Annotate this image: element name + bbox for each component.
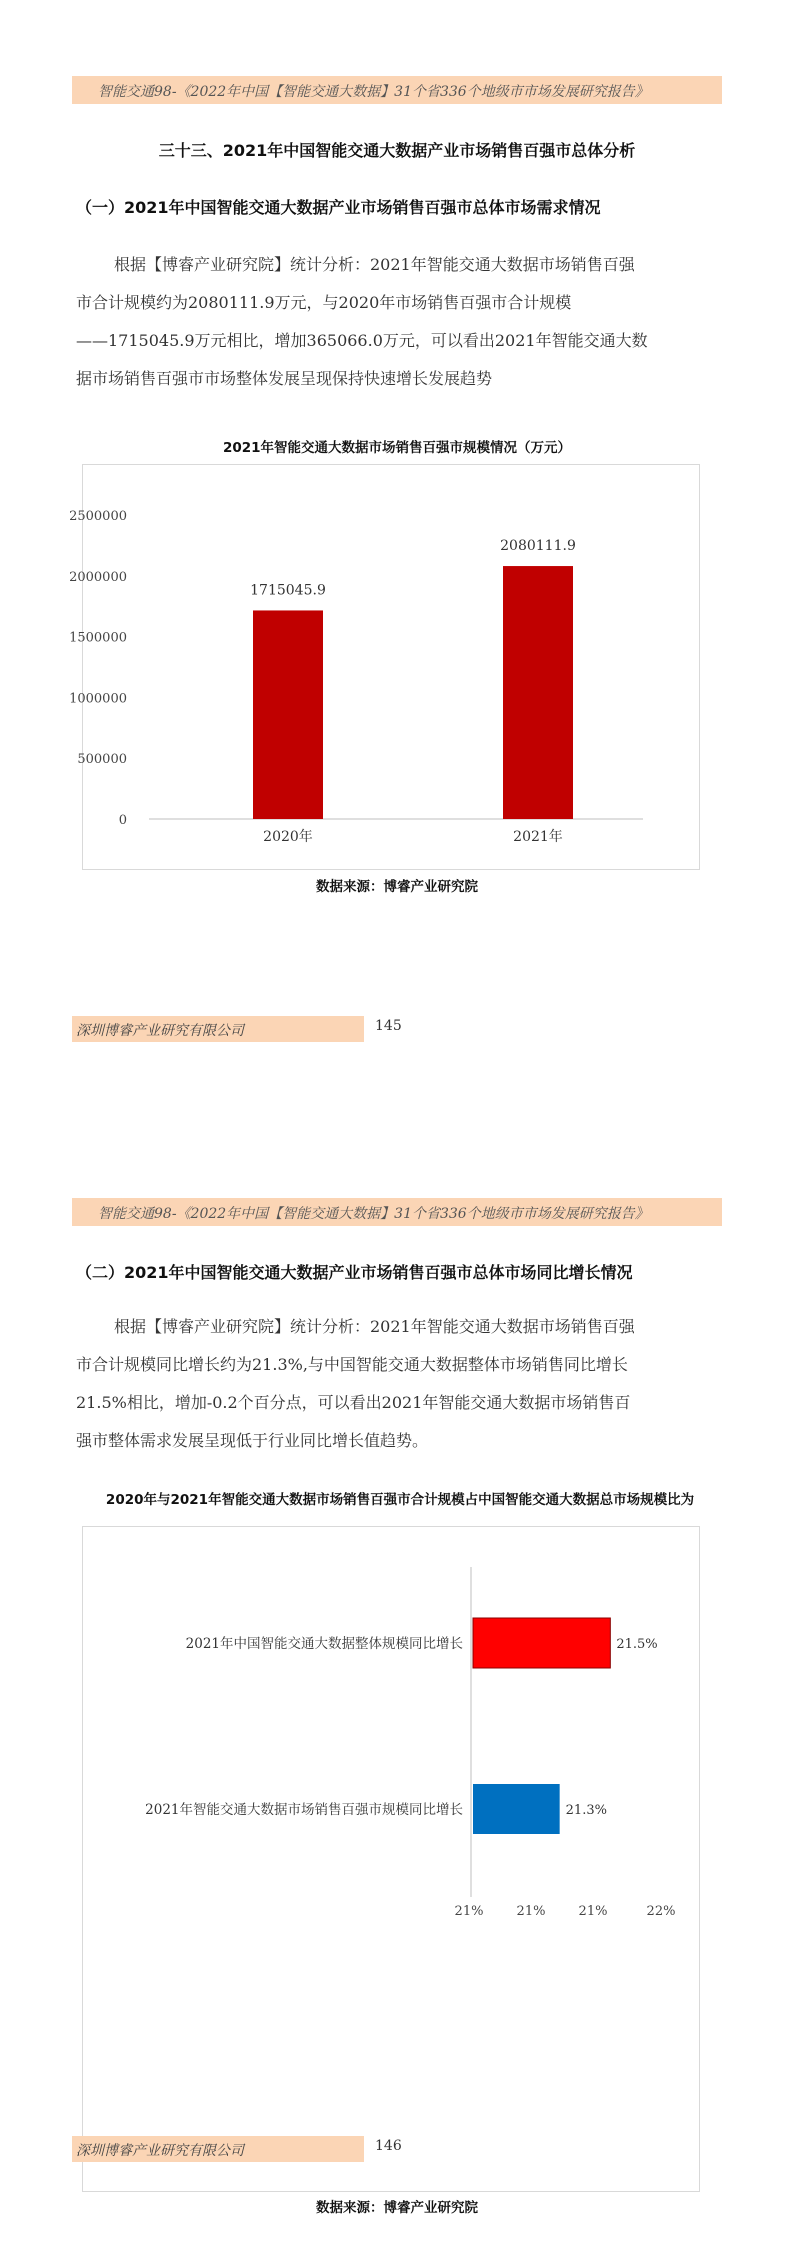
paragraph-line: 21.5%相比，增加-0.2个百分点，可以看出2021年智能交通大数据市场销售百 xyxy=(76,1393,631,1412)
bar-chart-svg xyxy=(69,465,699,869)
data-source: 数据来源：博睿产业研究院 xyxy=(316,879,478,895)
sub-title: （二）2021年中国智能交通大数据产业市场销售百强市总体市场同比增长情况 xyxy=(76,1263,633,1282)
data-source: 数据来源：博睿产业研究院 xyxy=(316,2200,478,2216)
bar xyxy=(503,566,573,819)
y-tick-label: 2500000 xyxy=(69,509,127,524)
y-tick-label: 500000 xyxy=(77,752,127,768)
paragraph-line: 市合计规模同比增长约为21.3%,与中国智能交通大数据整体市场销售同比增长 xyxy=(76,1355,628,1374)
data-label: 2080111.9 xyxy=(500,538,576,555)
body-paragraph xyxy=(76,246,716,398)
category-label: 2021年中国智能交通大数据整体规模同比增长 xyxy=(185,1636,463,1652)
paragraph-line: 据市场销售百强市市场整体发展呈现保持快速增长发展趋势 xyxy=(76,369,493,388)
x-tick-label: 21% xyxy=(578,1904,608,1919)
x-tick-label: 2020年 xyxy=(263,829,313,845)
body-paragraph xyxy=(76,1308,716,1460)
y-tick-label: 1000000 xyxy=(69,691,127,707)
paragraph-line: 市合计规模约为2080111.9万元，与2020年市场销售百强市合计规模 xyxy=(76,293,572,312)
data-label: 21.3% xyxy=(565,1803,607,1818)
chart-title: 2020年与2021年智能交通大数据市场销售百强市合计规模占中国智能交通大数据总市场规模比为 xyxy=(105,1492,695,1508)
category-label: 2021年智能交通大数据市场销售百强市规模同比增长 xyxy=(145,1802,463,1818)
x-tick-label: 21% xyxy=(516,1904,546,1919)
page-number: 145 xyxy=(375,1018,402,1034)
paragraph-line: 强市整体需求发展呈现低于行业同比增长值趋势。 xyxy=(76,1431,429,1450)
bar xyxy=(253,610,323,819)
x-tick-label: 22% xyxy=(646,1904,676,1919)
sub-title: （一）2021年中国智能交通大数据产业市场销售百强市总体市场需求情况 xyxy=(76,198,601,217)
x-tick-label: 21% xyxy=(454,1904,484,1919)
x-tick-label: 2021年 xyxy=(513,829,563,845)
data-label: 1715045.9 xyxy=(250,582,326,599)
footer-company: 深圳博睿产业研究有限公司 xyxy=(76,2143,244,2159)
data-label: 21.5% xyxy=(616,1637,658,1652)
paragraph-line: 根据【博睿产业研究院】统计分析：2021年智能交通大数据市场销售百强 xyxy=(114,1317,635,1336)
bar xyxy=(473,1784,560,1834)
bar-chart xyxy=(69,464,700,870)
footer-company: 深圳博睿产业研究有限公司 xyxy=(76,1023,244,1039)
chart-title: 2021年智能交通大数据市场销售百强市规模情况（万元） xyxy=(222,440,572,456)
header-text: 智能交通98-《2022年中国【智能交通大数据】31个省336个地级市市场发展研究报告》 xyxy=(98,84,649,100)
report-page-146 xyxy=(0,1122,794,2244)
bar xyxy=(473,1618,610,1668)
y-tick-label: 1500000 xyxy=(69,630,127,646)
page-number: 146 xyxy=(375,2138,402,2154)
header-text: 智能交通98-《2022年中国【智能交通大数据】31个省336个地级市市场发展研究报告》 xyxy=(98,1206,649,1222)
section-title: 三十三、2021年中国智能交通大数据产业市场销售百强市总体分析 xyxy=(158,141,636,160)
horizontal-bar-chart-svg xyxy=(83,1527,699,2191)
paragraph-line: ——1715045.9万元相比，增加365066.0万元，可以看出2021年智能交通大数 xyxy=(76,331,648,350)
paragraph-line: 根据【博睿产业研究院】统计分析：2021年智能交通大数据市场销售百强 xyxy=(114,255,635,274)
y-tick-label: 2000000 xyxy=(69,569,127,585)
horizontal-bar-chart xyxy=(82,1526,700,2192)
y-tick-label: 0 xyxy=(118,813,127,828)
